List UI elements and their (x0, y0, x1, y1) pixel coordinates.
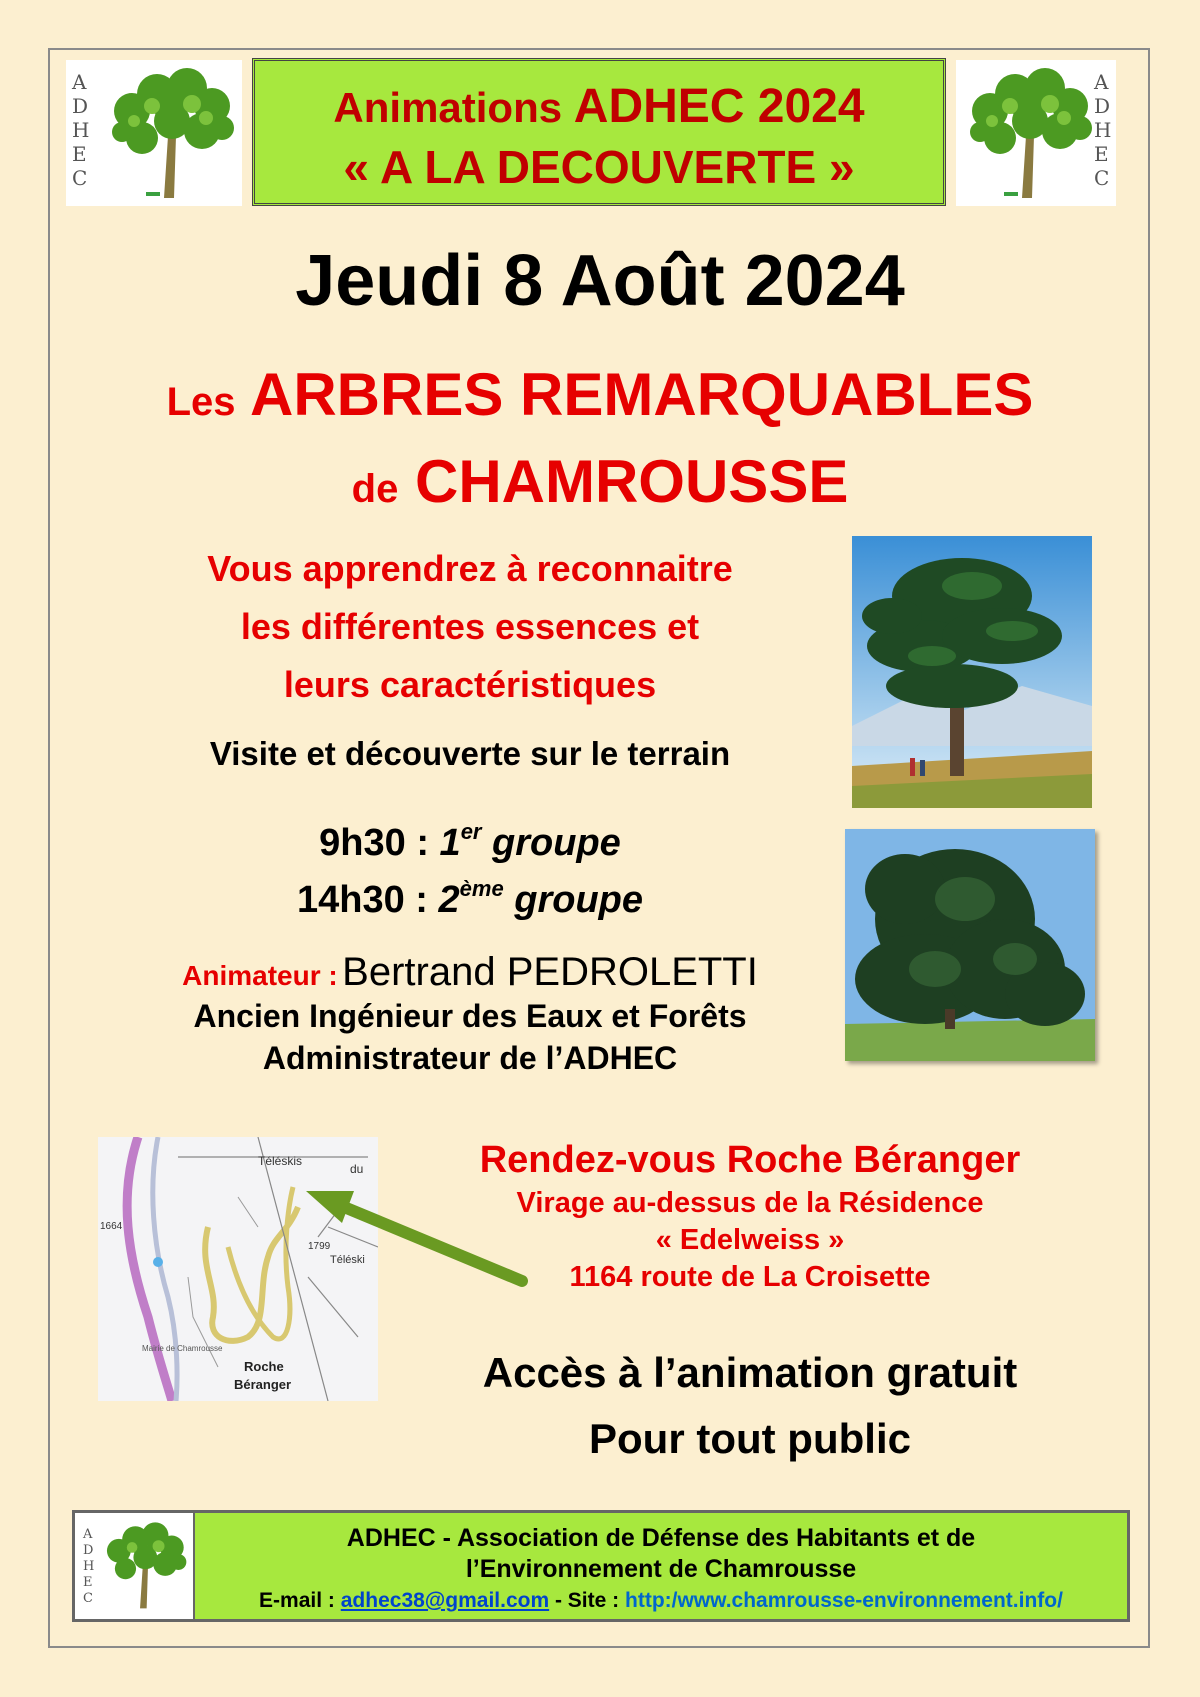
access-line-2: Pour tout public (589, 1415, 911, 1462)
meeting-line-2: « Edelweiss » (655, 1224, 845, 1256)
meeting-point (430, 1135, 1070, 1296)
event-description: Vous apprendrez à reconnaitre les différentes essences et leurs caractéristiques (207, 548, 733, 705)
email-link[interactable]: adhec38@gmail.com (340, 1589, 550, 1612)
access-line-1: Accès à l’animation gratuit (482, 1349, 1018, 1396)
tree-photo-1 (852, 536, 1092, 808)
footer (72, 1510, 1130, 1622)
session-1: 9h30 : 1er groupe (319, 819, 621, 864)
map-label-1664: 1664 (100, 1221, 123, 1232)
footer-text (195, 1523, 1127, 1616)
website-link[interactable]: http:/www.chamrousse-environnement.info/ (625, 1589, 1063, 1612)
tree-photo-2 (845, 829, 1095, 1061)
animator-name: Bertrand PEDROLETTI (342, 950, 758, 994)
tree-icon (960, 66, 1096, 202)
logo-right (956, 60, 1116, 206)
event-series-banner (252, 58, 946, 206)
map-label-teleski: Téléski (330, 1254, 365, 1266)
series-title-prefix: Animations (333, 84, 563, 131)
footer-line-2: l’Environnement de Chamrousse (465, 1555, 857, 1583)
title-place: CHAMROUSSE (415, 448, 849, 515)
series-subtitle: « A LA DECOUVERTE » (343, 141, 855, 193)
session-2: 14h30 : 2ème groupe (296, 876, 644, 921)
meeting-heading: Rendez-vous Roche Béranger (479, 1139, 1021, 1181)
title-main: ARBRES REMARQUABLES (250, 361, 1034, 428)
event-date: Jeudi 8 Août 2024 (295, 241, 905, 321)
session-times (120, 815, 820, 929)
animator-label: Animateur : (182, 960, 338, 991)
meeting-line-1: Virage au-dessus de la Résidence (516, 1187, 984, 1219)
tree-icon (99, 1521, 189, 1611)
map-label-teleskis: Téléskis (258, 1154, 303, 1168)
map-label-mairie: Mairie de Chamrousse (142, 1344, 223, 1353)
meeting-line-3: 1164 route de La Croisette (569, 1261, 931, 1293)
tree-icon (102, 66, 238, 202)
footer-logo: A D H E C (75, 1513, 195, 1619)
animator-role-1: Ancien Ingénieur des Eaux et Forêts (193, 998, 747, 1034)
visit-text: Visite et découverte sur le terrain (209, 735, 731, 772)
animator-role-2: Administrateur de l’ADHEC (262, 1040, 678, 1076)
footer-line-1: ADHEC - Association de Défense des Habitants et de (346, 1524, 976, 1552)
footer-contact: E-mail : adhec38@gmail.com - Site : http:/www.chamrousse-environnement.info/ (259, 1589, 1063, 1612)
map-label-du: du (350, 1162, 364, 1176)
logo-letters-right: A D H E C (1094, 70, 1112, 190)
series-title (255, 79, 943, 134)
map-label-beranger: Béranger (234, 1377, 292, 1392)
map-label-1799: 1799 (308, 1241, 331, 1252)
title-les: Les (166, 380, 236, 424)
logo-left (66, 60, 242, 206)
event-title (60, 355, 1140, 529)
title-de: de (351, 467, 399, 511)
access-info (400, 1340, 1100, 1472)
logo-letters-left: A D H E C (72, 70, 90, 190)
series-title-org: ADHEC 2024 (573, 80, 865, 133)
map-label-roche: Roche (244, 1359, 284, 1374)
animator-block (80, 950, 860, 1079)
